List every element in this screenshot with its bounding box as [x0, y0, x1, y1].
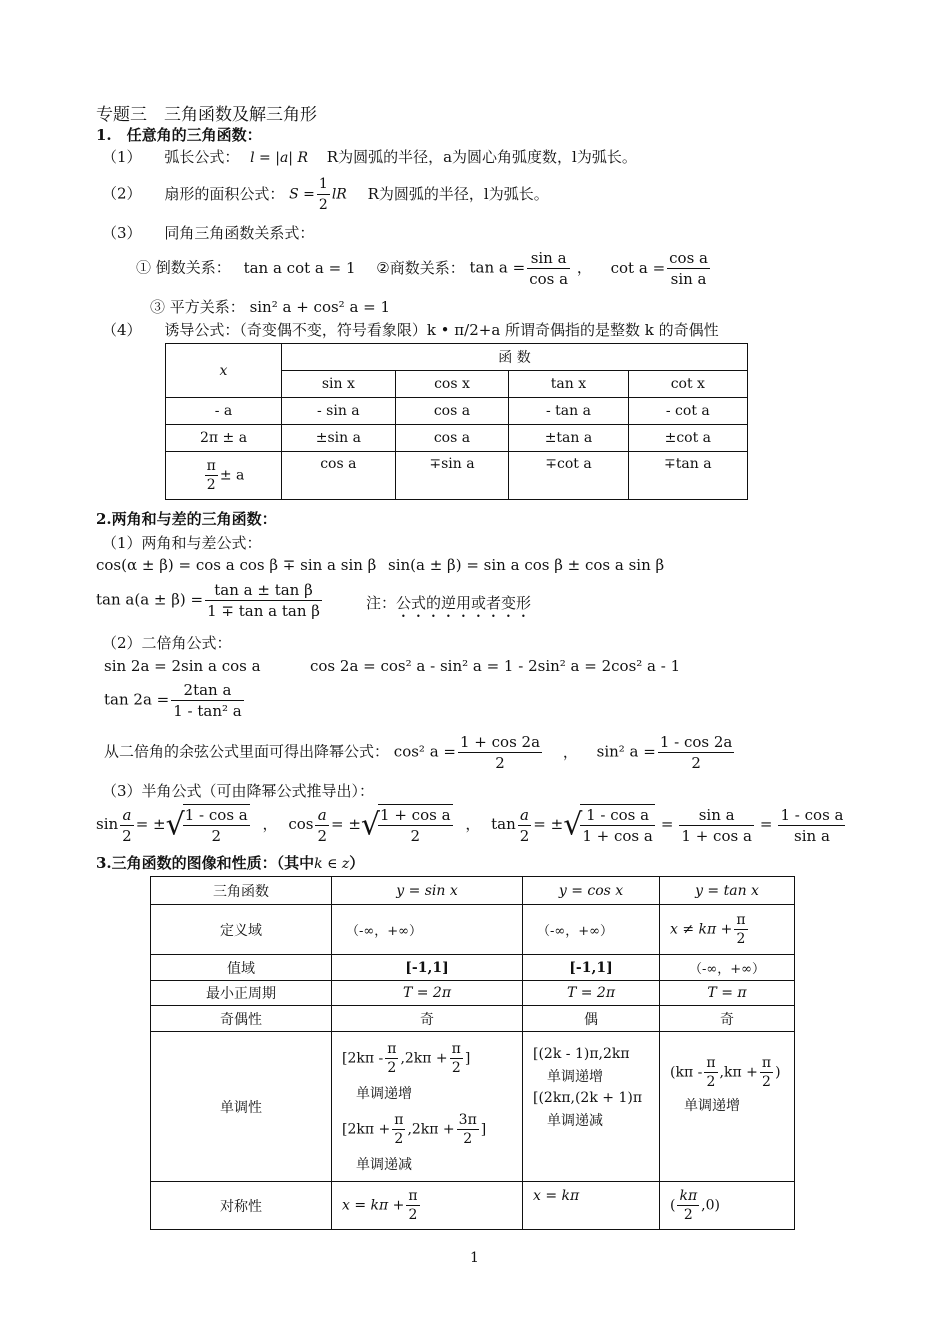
frac-den: 2	[122, 826, 132, 845]
cell: ∓cot a	[509, 452, 628, 500]
cell: ∓tan a	[628, 452, 747, 500]
separator: ，	[576, 258, 592, 277]
parity-label: 奇偶性	[151, 1006, 332, 1032]
sector-lhs: S =	[289, 186, 315, 203]
frac-num: 1 + cos 2a	[460, 733, 541, 751]
pi-over-2	[205, 457, 218, 494]
cell: cos a	[395, 425, 509, 452]
range-tan: （-∞，+∞）	[660, 955, 795, 981]
page-number: 1	[470, 1250, 479, 1266]
symmetry-sin	[332, 1182, 523, 1230]
frac-num: π	[206, 458, 216, 474]
increasing-text: 单调递增	[684, 1098, 740, 1114]
period-sin: T = 2π	[332, 981, 523, 1006]
x-header: x	[166, 344, 282, 398]
table-row	[151, 1006, 795, 1032]
frac-num: 1 - cos a	[580, 805, 655, 826]
table-row	[166, 398, 748, 425]
range-label: 值域	[151, 955, 332, 981]
section-3-heading	[96, 852, 364, 873]
cell: cos a	[395, 398, 509, 425]
frac-den: 1 ∓ tan a tan β	[207, 602, 320, 620]
monotonic-cos	[523, 1032, 660, 1182]
section-2-heading: 2.两角和与差的三角函数：	[96, 510, 277, 528]
header-sin: y = sin x	[332, 877, 523, 905]
relations-line	[102, 222, 314, 243]
eq-pm: = ±	[135, 815, 166, 833]
separator: ，	[465, 815, 481, 833]
frac-num: 3π	[458, 1112, 477, 1128]
frac-num: π	[761, 1055, 772, 1071]
increasing-text: 单调递增	[547, 1069, 603, 1085]
header-function: 三角函数	[151, 877, 332, 905]
monotonic-label: 单调性	[151, 1032, 332, 1182]
item-number: （1）	[102, 148, 142, 166]
induction-table	[165, 343, 748, 500]
header-tan: y = tan x	[660, 877, 795, 905]
properties-table	[150, 876, 795, 1230]
frac-den: 2	[408, 1207, 418, 1223]
period-tan: T = π	[660, 981, 795, 1006]
frac-den: 2	[206, 477, 216, 493]
period-cos: T = 2π	[523, 981, 660, 1006]
interval-part: ]	[480, 1121, 487, 1138]
cell: ±cot a	[628, 425, 747, 452]
row-x: - a	[166, 398, 282, 425]
range-cos: [-1,1]	[523, 955, 660, 981]
symmetry-tan	[660, 1182, 795, 1230]
induction-line	[102, 319, 719, 340]
monotonic-sin	[332, 1032, 523, 1182]
reciprocal-formula: tan a cot a = 1	[243, 258, 356, 277]
section-3-heading-text: 3.三角函数的图像和性质：（其中	[96, 854, 315, 872]
increasing-text: 单调递增	[356, 1086, 412, 1102]
reciprocal-label: ① 倒数关系：	[136, 258, 231, 277]
sin-increasing-interval	[342, 1040, 522, 1077]
decreasing-text: 单调递减	[547, 1113, 603, 1129]
frac-num: 1 - cos 2a	[659, 733, 733, 751]
power-reduction-line	[104, 732, 736, 773]
tan-quotient-fraction	[527, 248, 570, 289]
frac-num: a	[315, 805, 329, 826]
note-prefix: 注：	[366, 594, 397, 612]
frac-den: 2	[736, 931, 746, 947]
parity-cos: 偶	[523, 1006, 660, 1032]
symmetry-label: 对称性	[151, 1182, 332, 1230]
cos-sq-lhs: cos² a =	[393, 742, 456, 761]
frac-den: 2	[495, 754, 505, 772]
monotonic-tan	[660, 1032, 795, 1182]
eq: =	[660, 815, 674, 833]
sin-sq-lhs: sin² a =	[596, 742, 656, 761]
sector-area-label: 扇形的面积公式：	[164, 184, 285, 203]
arc-length-line	[102, 146, 637, 167]
range-sin: [-1,1]	[332, 955, 523, 981]
sin-decreasing-interval	[342, 1111, 522, 1148]
parity-sin: 奇	[332, 1006, 523, 1032]
frac-den: 2	[706, 1074, 716, 1090]
a-over-2	[518, 805, 532, 846]
function-header: 函 数	[282, 344, 748, 371]
frac-num: 1	[317, 174, 330, 195]
interval-part: ,kπ +	[719, 1064, 758, 1081]
quotient-label: ②商数关系：	[376, 258, 465, 277]
frac-den: cos a	[529, 270, 569, 288]
cos-decreasing-interval: [(2kπ,(2k + 1)π	[533, 1090, 643, 1106]
square-formula: sin² a + cos² a = 1	[249, 298, 391, 316]
frac-num: π	[451, 1041, 461, 1057]
domain-tan-prefix: x ≠ kπ +	[670, 921, 733, 938]
half-angle-subheading: （3）半角公式（可由降幂公式推导出）：	[102, 782, 375, 800]
square-label: ③ 平方关系：	[150, 298, 245, 316]
cell: cos a	[282, 452, 396, 500]
half-fraction	[317, 174, 330, 215]
a-over-2	[120, 805, 134, 846]
interval-part: [2kπ +	[342, 1121, 391, 1138]
frac-den: sin a	[794, 826, 830, 845]
table-row	[151, 1182, 795, 1230]
heading-end: ）	[349, 854, 365, 872]
symmetry-cos: x = kπ	[523, 1182, 660, 1230]
frac-num: sin a	[679, 805, 754, 826]
sqrt: √ $\frac{\text{1 + cos a}}{2}$	[360, 806, 451, 845]
a-over-2	[315, 805, 329, 846]
double-angle-subheading: （2）二倍角公式：	[102, 634, 232, 652]
cos-half-lhs: cos	[288, 815, 314, 833]
relations-label: 同角三角函数关系式：	[164, 224, 315, 242]
reciprocal-quotient-line	[136, 248, 712, 289]
interval-part: [2kπ -	[342, 1050, 384, 1067]
interval-part: (kπ -	[670, 1064, 703, 1081]
cot-quotient-fraction	[667, 248, 710, 289]
section-1-heading: 1. 任意角的三角函数：	[96, 126, 262, 144]
cell: ±tan a	[509, 425, 628, 452]
cot-quotient-lhs: cot a =	[610, 258, 666, 277]
col-cos: cos x	[395, 371, 509, 398]
cell: - tan a	[509, 398, 628, 425]
frac-num: a	[120, 805, 134, 826]
frac-num: 2tan a	[171, 680, 244, 701]
eq-pm: = ±	[331, 815, 361, 833]
arc-length-label: 弧长公式：	[164, 148, 240, 166]
frac-den: 2	[410, 827, 421, 845]
x-tail: ± a	[219, 467, 245, 484]
frac-num: π	[408, 1188, 418, 1204]
frac-num: 1 + cos a	[380, 806, 451, 824]
frac-den: sin a	[670, 270, 707, 288]
frac-den: 2	[683, 1207, 693, 1223]
cell: ∓sin a	[395, 452, 509, 500]
frac-den: 1 + cos a	[681, 826, 752, 845]
sqrt: √ $\frac{\text{1 - cos a}}{2}$	[165, 806, 248, 845]
sector-area-line	[102, 174, 549, 215]
frac-den: 1 + cos a	[582, 827, 653, 845]
eq: =	[759, 815, 773, 833]
frac-num: 1 - cos a	[780, 805, 844, 824]
frac-den: 2	[387, 1060, 397, 1076]
frac-den: 1 - tan² a	[173, 702, 242, 720]
frac-num: sin a	[527, 248, 570, 269]
row-x	[166, 452, 282, 500]
cell: - cot a	[628, 398, 747, 425]
col-tan: tan x	[509, 371, 628, 398]
parity-tan: 奇	[660, 1006, 795, 1032]
frac-num: kπ	[679, 1188, 698, 1204]
frac-den: 2	[762, 1074, 771, 1090]
row-x: 2π ± a	[166, 425, 282, 452]
cos-sum-formula: cos(α ± β) = cos a cos β ∓ sin a sin β	[96, 556, 377, 574]
frac-num: cos a	[669, 249, 708, 267]
sin-half-lhs: sin	[96, 815, 119, 833]
frac-num: a	[518, 805, 532, 826]
decreasing-text: 单调递减	[356, 1157, 412, 1173]
table-row	[166, 452, 748, 500]
frac-den: 2	[691, 754, 701, 772]
item-number: （2）	[102, 184, 142, 203]
sqrt: √ $\frac{\text{1 - cos a}}{\text{1 + cos a}}$	[563, 806, 653, 845]
table-row	[166, 425, 748, 452]
tan-double-formula	[104, 680, 246, 721]
table-row	[151, 1032, 795, 1182]
square-relation-line	[150, 296, 390, 317]
item-number: （4）	[102, 321, 142, 339]
note-text: 公式的逆用或者变形	[396, 594, 532, 612]
sym-sin-prefix: x = kπ +	[342, 1197, 405, 1214]
frac-num: π	[387, 1041, 397, 1057]
frac-den: 2	[519, 826, 530, 845]
sin-sum-formula: sin(a ± β) = sin a cos β ± cos a sin β	[388, 556, 665, 574]
arc-length-formula: l = |a| R	[250, 150, 309, 166]
frac-den: 2	[318, 197, 328, 213]
separator: ，	[262, 815, 278, 833]
tan-double-fraction	[171, 680, 244, 721]
tan-sum-formula	[96, 580, 324, 621]
frac-den: 2	[317, 826, 327, 845]
cell: - sin a	[282, 398, 396, 425]
power-reduction-label: 从二倍角的余弦公式里面可得出降幂公式：	[104, 742, 390, 761]
frac-num: π	[706, 1055, 716, 1071]
sin-double-formula: sin 2a = 2sin a cos a	[104, 657, 261, 675]
cos-increasing-interval: [(2k - 1)π,2kπ	[533, 1046, 630, 1062]
frac-den: 2	[394, 1131, 404, 1147]
sector-area-desc: R为圆弧的半径，l为弧长。	[367, 184, 549, 203]
note	[366, 592, 531, 621]
frac-den: 2	[451, 1060, 461, 1076]
domain-tan	[660, 905, 795, 955]
period-label: 最小正周期	[151, 981, 332, 1006]
tan-half-fraction-2	[679, 805, 754, 846]
tan-sum-fraction	[205, 580, 322, 621]
sym-tan-close: ,0)	[701, 1197, 720, 1214]
interval-part: )	[775, 1064, 781, 1081]
interval-part: ]	[464, 1050, 471, 1067]
header-cos: y = cos x	[523, 877, 660, 905]
cell: ±sin a	[282, 425, 396, 452]
cos-double-formula: cos 2a = cos² a - sin² a = 1 - 2sin² a = 2cos² a - 1	[310, 657, 681, 675]
table-row	[151, 981, 795, 1006]
domain-cos: （-∞，+∞）	[523, 905, 660, 955]
page-title: 专题三 三角函数及解三角形	[96, 105, 317, 125]
domain-label: 定义域	[151, 905, 332, 955]
sin-sq-fraction	[658, 732, 735, 773]
half-angle-formulas	[96, 804, 847, 846]
table-row	[151, 955, 795, 981]
item-number: （3）	[102, 224, 142, 242]
tan-quotient-lhs: tan a =	[469, 258, 526, 277]
separator: ，	[562, 742, 578, 761]
table-row	[151, 905, 795, 955]
frac-den: 2	[463, 1131, 473, 1147]
tan-increasing-interval	[670, 1054, 794, 1091]
tan-half-fraction-3	[778, 805, 845, 846]
tan-half-lhs: tan	[491, 815, 516, 833]
arc-length-desc: R为圆弧的半径，a为圆心角弧度数，l为弧长。	[326, 148, 637, 166]
pi-over-2	[734, 911, 747, 948]
col-sin: sin x	[282, 371, 396, 398]
interval-part: ,2kπ +	[407, 1121, 455, 1138]
frac-num: π	[394, 1112, 404, 1128]
col-cot: cot x	[628, 371, 747, 398]
interval-part: ,2kπ +	[400, 1050, 448, 1067]
frac-den: 2	[211, 827, 221, 845]
tan-double-lhs: tan 2a =	[104, 690, 170, 709]
sector-rhs: lR	[331, 186, 347, 203]
frac-num: tan a ± tan β	[205, 580, 322, 601]
eq-pm: = ±	[533, 815, 564, 833]
frac-num: π	[736, 912, 746, 928]
cos-sq-fraction	[458, 732, 542, 773]
tan-sum-lhs: tan a(a ± β) =	[96, 590, 204, 609]
heading-set: k ∈ z	[314, 856, 350, 872]
sym-tan-open: (	[670, 1197, 676, 1214]
sum-diff-subheading: （1）两角和与差公式：	[102, 534, 262, 552]
domain-sin: （-∞，+∞）	[332, 905, 523, 955]
frac-num: 1 - cos a	[184, 806, 248, 824]
induction-label: 诱导公式：（奇变偶不变，符号看象限）k • π/2+a 所谓奇偶指的是整数 k 的奇偶性	[164, 321, 719, 339]
